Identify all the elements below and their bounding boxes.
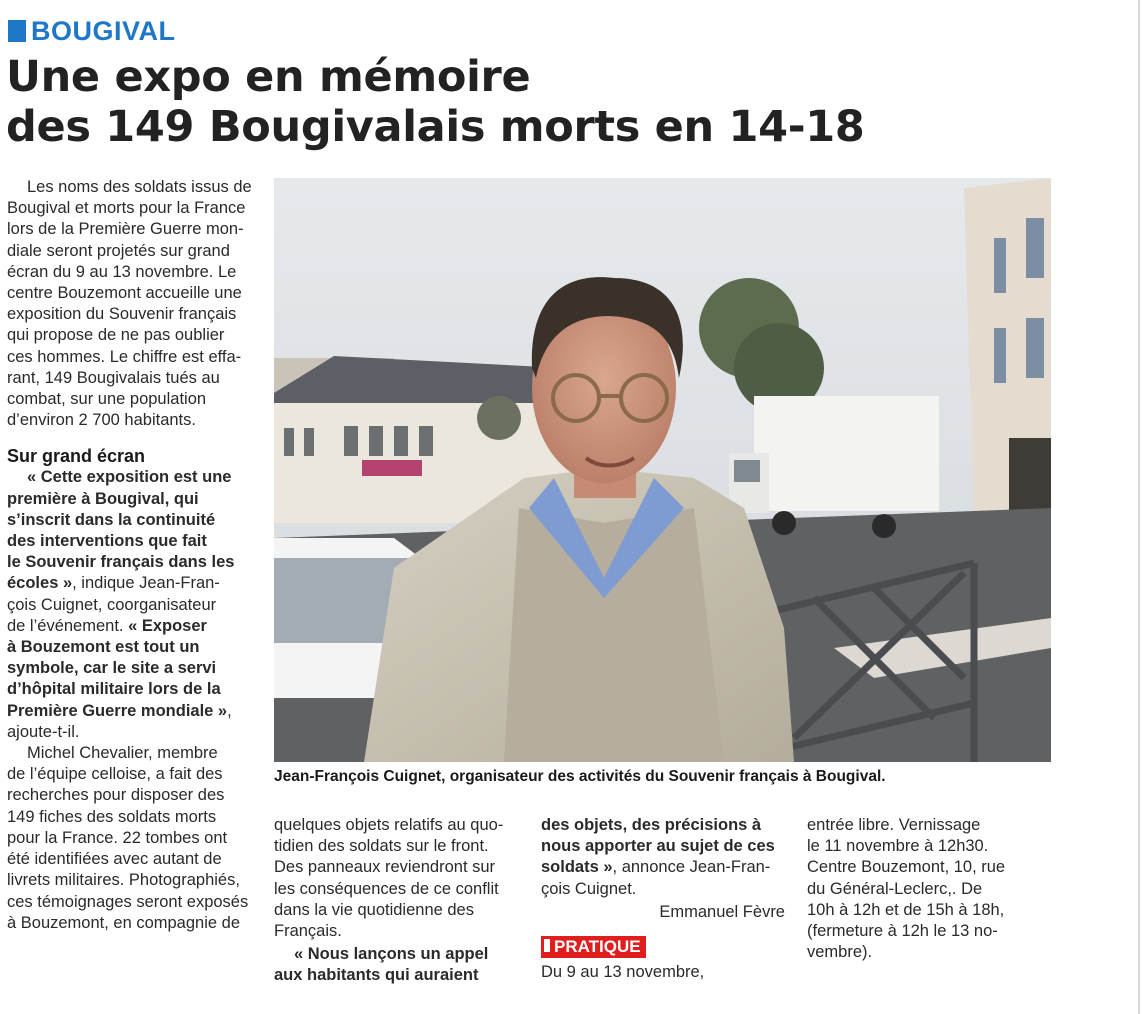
- text-line: « Cette exposition est une: [27, 468, 232, 487]
- text-fragment: ,: [227, 701, 232, 720]
- text-line: çois Cuignet.: [541, 879, 637, 898]
- text-fragment: de l’événement.: [7, 616, 124, 635]
- text-line: du Général-Leclerc,. De: [807, 879, 983, 898]
- text-line: aux habitants qui auraient: [274, 966, 479, 985]
- text-line: recherches pour disposer des: [7, 786, 225, 805]
- text-line: quelques objets relatifs au quo-: [274, 816, 504, 834]
- kicker-label: BOUGIVAL: [31, 15, 176, 46]
- text-line: des objets, des précisions à: [541, 816, 762, 834]
- text-line: d’hôpital militaire lors de la: [7, 680, 221, 699]
- text-line: combat, sur une population: [7, 390, 207, 409]
- text-line: écran du 9 au 13 novembre. Le: [7, 262, 237, 281]
- text-line: centre Bouzemont accueille une: [7, 284, 242, 303]
- article-column-2: [274, 815, 518, 987]
- text-line: entrée libre. Vernissage: [807, 816, 981, 834]
- text-line: çois Cuignet, coorganisateur: [7, 595, 217, 614]
- text-line: (fermeture à 12h le 13 no-: [807, 922, 998, 941]
- section-kicker: [8, 16, 176, 46]
- article-column-1: [7, 177, 251, 934]
- text-line: ces témoignages seront exposés: [7, 892, 249, 911]
- text-line: tidien des soldats sur le front.: [274, 837, 489, 856]
- subheading: Sur grand écran: [7, 446, 146, 467]
- text-line: diale seront projetés sur grand: [7, 241, 230, 260]
- page-edge: [1138, 0, 1140, 1014]
- text-line: 149 fiches des soldats morts: [7, 807, 217, 826]
- text-line: Bougival et morts pour la France: [7, 199, 246, 218]
- text-line: Centre Bouzemont, 10, rue: [807, 858, 1006, 877]
- text-line: s’inscrit dans la continuité: [7, 510, 216, 529]
- text-line: symbole, car le site a servi: [7, 659, 217, 678]
- text-line: Les noms des soldats issus de: [27, 178, 252, 196]
- text-line: les conséquences de ce conflit: [274, 879, 499, 898]
- text-fragment: « Exposer: [123, 616, 207, 635]
- text-fragment: Première Guerre mondiale »: [7, 701, 228, 720]
- text-line: dans la vie quotidienne des: [274, 900, 474, 919]
- text-line: Français.: [274, 922, 342, 941]
- quote-paragraph: [7, 467, 251, 743]
- text-line: le Souvenir français dans les: [7, 553, 235, 572]
- intro-paragraph: [7, 177, 251, 431]
- author-signature: Emmanuel Fèvre: [659, 902, 785, 921]
- text-fragment: soldats »: [541, 858, 613, 877]
- text-fragment: écoles »: [7, 574, 73, 593]
- text-line: 10h à 12h et de 15h à 18h,: [807, 900, 1005, 919]
- practical-dates: Du 9 au 13 novembre,: [541, 963, 705, 982]
- objects-paragraph: [274, 815, 518, 942]
- text-line: ajoute-t-il.: [7, 722, 80, 741]
- text-line: ces hommes. Le chiffre est effa-: [7, 347, 242, 366]
- text-line: le 11 novembre à 12h30.: [807, 837, 989, 856]
- pratique-tag: [541, 936, 646, 958]
- text-line: à Bouzemont, en compagnie de: [7, 913, 240, 932]
- text-fragment: , annonce Jean-Fran-: [612, 858, 771, 877]
- headline-line-1: Une expo en mémoire: [6, 52, 531, 102]
- text-line: nous apporter au sujet de ces: [541, 837, 775, 856]
- text-line: « Nous lançons un appel: [294, 945, 489, 964]
- headline: [6, 52, 1126, 152]
- practical-info: [807, 815, 1047, 963]
- headline-line-2: des 149 Bougivalais morts en 14-18: [6, 102, 865, 152]
- text-line: qui propose de ne pas oublier: [7, 326, 225, 345]
- text-line: vembre).: [807, 943, 873, 962]
- pratique-square-icon: [544, 939, 550, 952]
- appeal-paragraph: [274, 944, 518, 986]
- text-line: Michel Chevalier, membre: [27, 744, 218, 763]
- text-line: été identifiées avec autant de: [7, 850, 222, 869]
- text-line: pour la France. 22 tombes ont: [7, 828, 228, 847]
- text-line: lors de la Première Guerre mon-: [7, 220, 244, 239]
- text-fragment: , indique Jean-Fran-: [72, 574, 220, 593]
- kicker-square-icon: [8, 20, 26, 42]
- text-line: des interventions que fait: [7, 532, 207, 551]
- text-line: livrets militaires. Photographiés,: [7, 871, 240, 890]
- pratique-box: [541, 936, 785, 958]
- article-photo: [274, 178, 1051, 762]
- appeal-continued: [541, 815, 785, 900]
- text-line: à Bouzemont est tout un: [7, 638, 200, 657]
- text-line: d’environ 2 700 habitants.: [7, 411, 196, 430]
- article-column-4: [807, 815, 1047, 963]
- text-line: exposition du Souvenir français: [7, 305, 237, 324]
- text-line: rant, 149 Bougivalais tués au: [7, 368, 220, 387]
- text-line: de l’équipe celloise, a fait des: [7, 765, 223, 784]
- photo-caption: Jean-François Cuignet, organisateur des activités du Souvenir français à Bougival.: [274, 768, 886, 785]
- research-paragraph: [7, 743, 251, 934]
- text-line: Des panneaux reviendront sur: [274, 858, 496, 877]
- article-column-3: [541, 815, 785, 983]
- text-line: première à Bougival, qui: [7, 489, 199, 508]
- pratique-label: PRATIQUE: [554, 937, 641, 957]
